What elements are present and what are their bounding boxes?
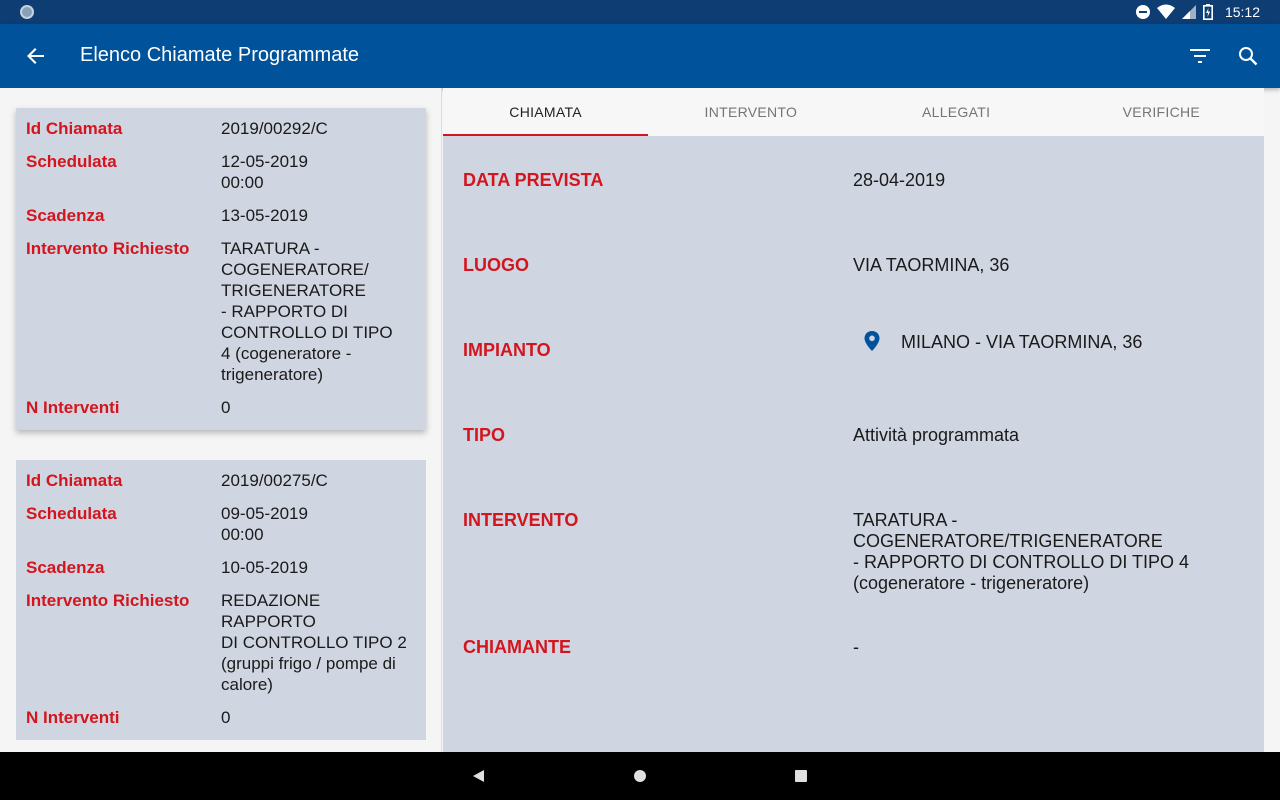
card-value: 12-05-2019 00:00 (221, 152, 308, 192)
system-nav-bar (0, 752, 1280, 800)
call-detail (443, 136, 1264, 752)
card-label: Intervento Richiesto (26, 591, 190, 610)
detail-pane (443, 88, 1264, 752)
status-icons (1135, 0, 1260, 24)
app-bar (0, 24, 1280, 88)
card-row-count (26, 707, 416, 728)
card-row-request (26, 590, 416, 695)
detail-value: VIA TAORMINA, 36 (853, 255, 1010, 275)
detail-label: IMPIANTO (463, 340, 551, 360)
card-label: Scadenza (26, 206, 105, 225)
card-row-id (26, 118, 416, 139)
detail-value: TARATURA - COGENERATORE/TRIGENERATORE - RAPPORTO DI CONTROLLO DI TIPO 4 (cogeneratore - trigeneratore) (853, 510, 1190, 593)
filter-icon (1190, 49, 1210, 63)
card-label: Schedulata (26, 152, 117, 171)
card-value: REDAZIONE RAPPORTO DI CONTROLLO TIPO 2 (gruppi frigo / pompe di calore) (221, 591, 407, 694)
card-label: N Interventi (26, 708, 120, 727)
card-row-deadline (26, 557, 416, 578)
detail-label: LUOGO (463, 255, 529, 275)
page-title: Elenco Chiamate Programmate (80, 44, 360, 66)
detail-value: Attività programmata (853, 425, 1020, 445)
card-value: 10-05-2019 (221, 558, 308, 577)
dnd-icon (1135, 4, 1151, 20)
card-row-scheduled (26, 503, 416, 545)
call-list[interactable] (0, 88, 442, 752)
tab-verifiche[interactable]: VERIFICHE (1122, 104, 1201, 120)
nav-home-icon (633, 769, 647, 783)
card-value: 13-05-2019 (221, 206, 308, 225)
card-value: TARATURA - COGENERATORE/ TRIGENERATORE - RAPPORTO DI CONTROLLO DI TIPO 4 (cogeneratore - trigeneratore) (221, 239, 393, 384)
search-icon (1238, 46, 1258, 66)
detail-label: CHIAMANTE (463, 637, 571, 657)
back-button[interactable] (20, 40, 52, 72)
tab-chiamata[interactable]: CHIAMATA (443, 88, 648, 136)
impianto-value (853, 330, 1142, 354)
card-row-deadline (26, 205, 416, 226)
call-card[interactable] (16, 460, 426, 740)
card-value: 09-05-2019 00:00 (221, 504, 308, 544)
detail-value: 28-04-2019 (853, 170, 946, 190)
nav-recents-button[interactable] (791, 766, 811, 786)
nav-home-button[interactable] (630, 766, 650, 786)
wifi-icon (1157, 4, 1175, 20)
status-time: 15:12 (1224, 4, 1260, 20)
detail-label: INTERVENTO (463, 510, 579, 530)
nav-recents-icon (794, 769, 808, 783)
card-label: Id Chiamata (26, 471, 123, 490)
card-label: Schedulata (26, 504, 117, 523)
call-card[interactable] (16, 108, 426, 430)
tab-bar (443, 88, 1264, 136)
card-value: 2019/00292/C (221, 119, 328, 138)
arrow-back-icon (26, 46, 46, 66)
card-value: 0 (221, 708, 231, 727)
filter-button[interactable] (1184, 40, 1216, 72)
nav-back-icon (471, 769, 485, 783)
status-bar (0, 0, 1280, 24)
nav-back-button[interactable] (468, 766, 488, 786)
detail-label: DATA PREVISTA (463, 170, 604, 190)
card-row-id (26, 470, 416, 491)
tab-allegati[interactable]: ALLEGATI (921, 104, 991, 120)
card-label: Intervento Richiesto (26, 239, 190, 258)
card-label: N Interventi (26, 398, 120, 417)
card-label: Id Chiamata (26, 119, 123, 138)
card-row-request (26, 238, 416, 385)
location-pin-icon[interactable] (863, 330, 881, 354)
detail-value: - (853, 637, 859, 657)
card-label: Scadenza (26, 558, 105, 577)
search-button[interactable] (1232, 40, 1264, 72)
card-value: 0 (221, 398, 231, 417)
card-row-count (26, 397, 416, 418)
card-row-scheduled (26, 151, 416, 193)
tab-intervento[interactable]: INTERVENTO (704, 104, 798, 120)
notification-icon (20, 5, 34, 19)
battery-icon (1203, 4, 1213, 20)
detail-value: MILANO - VIA TAORMINA, 36 (901, 331, 1143, 352)
card-value: 2019/00275/C (221, 471, 328, 490)
signal-icon (1181, 4, 1197, 20)
detail-label: TIPO (463, 425, 506, 445)
